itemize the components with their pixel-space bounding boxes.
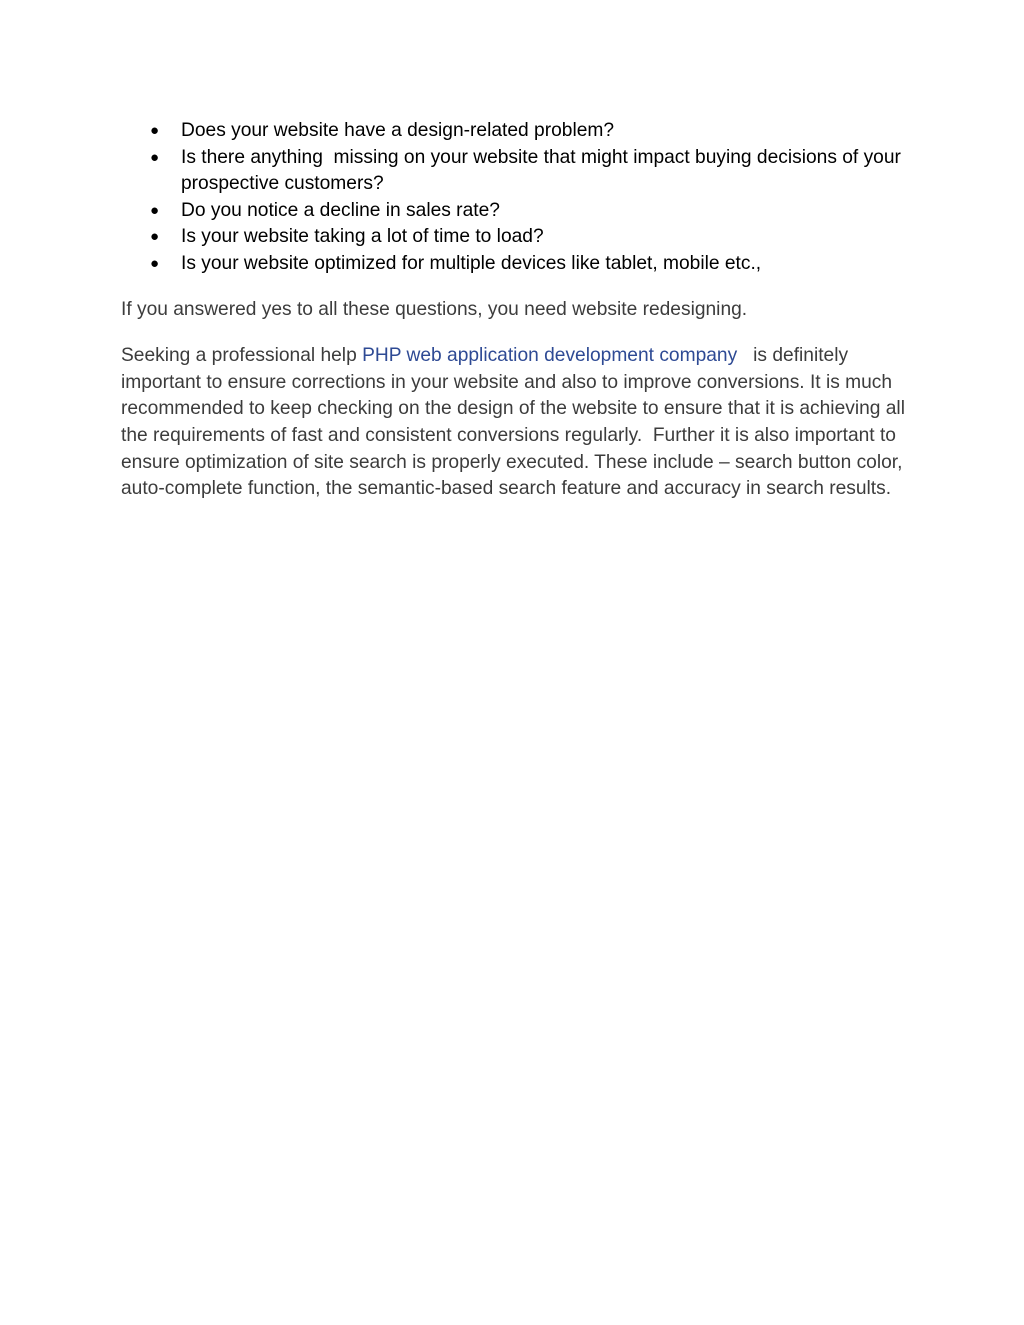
paragraph-text-before-link: Seeking a professional help [121, 345, 363, 367]
list-item [121, 145, 911, 198]
bullet-icon: ● [150, 201, 160, 219]
conclusion-paragraph: If you answered yes to all these questions, you need website redesigning. [121, 298, 748, 320]
list-item [121, 224, 911, 251]
list-item [121, 198, 911, 225]
list-item-text: Do you notice a decline in sales rate? [181, 199, 500, 221]
list-item-text: Is your website optimized for multiple devices like tablet, mobile etc., [181, 252, 762, 274]
bullet-icon: ● [150, 228, 160, 246]
bullet-icon: ● [150, 122, 160, 139]
list-item-text: Is there anything missing on your website that might impact buying decisions of your prospective customers? [181, 146, 907, 195]
bullet-icon: ● [150, 254, 160, 272]
document-content [121, 118, 911, 503]
question-list [121, 118, 911, 278]
list-item [121, 251, 911, 278]
php-development-company-link[interactable]: PHP web application development company [362, 345, 738, 367]
paragraph-text-after-link: is definitely important to ensure corrections in your website and also to improve conversions. It is much recommended to keep checking on the design of the website to ensure that it is achieving all the requirements of fast and consistent conversions regularly. Further it is also important to ensure optimization of site search is properly executed. These include – search button color, auto-complete function, the semantic-based search feature and accuracy in search results. [121, 345, 911, 500]
list-item-text: Does your website have a design-related problem? [181, 120, 615, 141]
list-item [121, 118, 911, 145]
list-item-text: Is your website taking a lot of time to load? [181, 226, 544, 248]
body-paragraph [121, 343, 911, 503]
bullet-icon: ● [150, 148, 160, 166]
